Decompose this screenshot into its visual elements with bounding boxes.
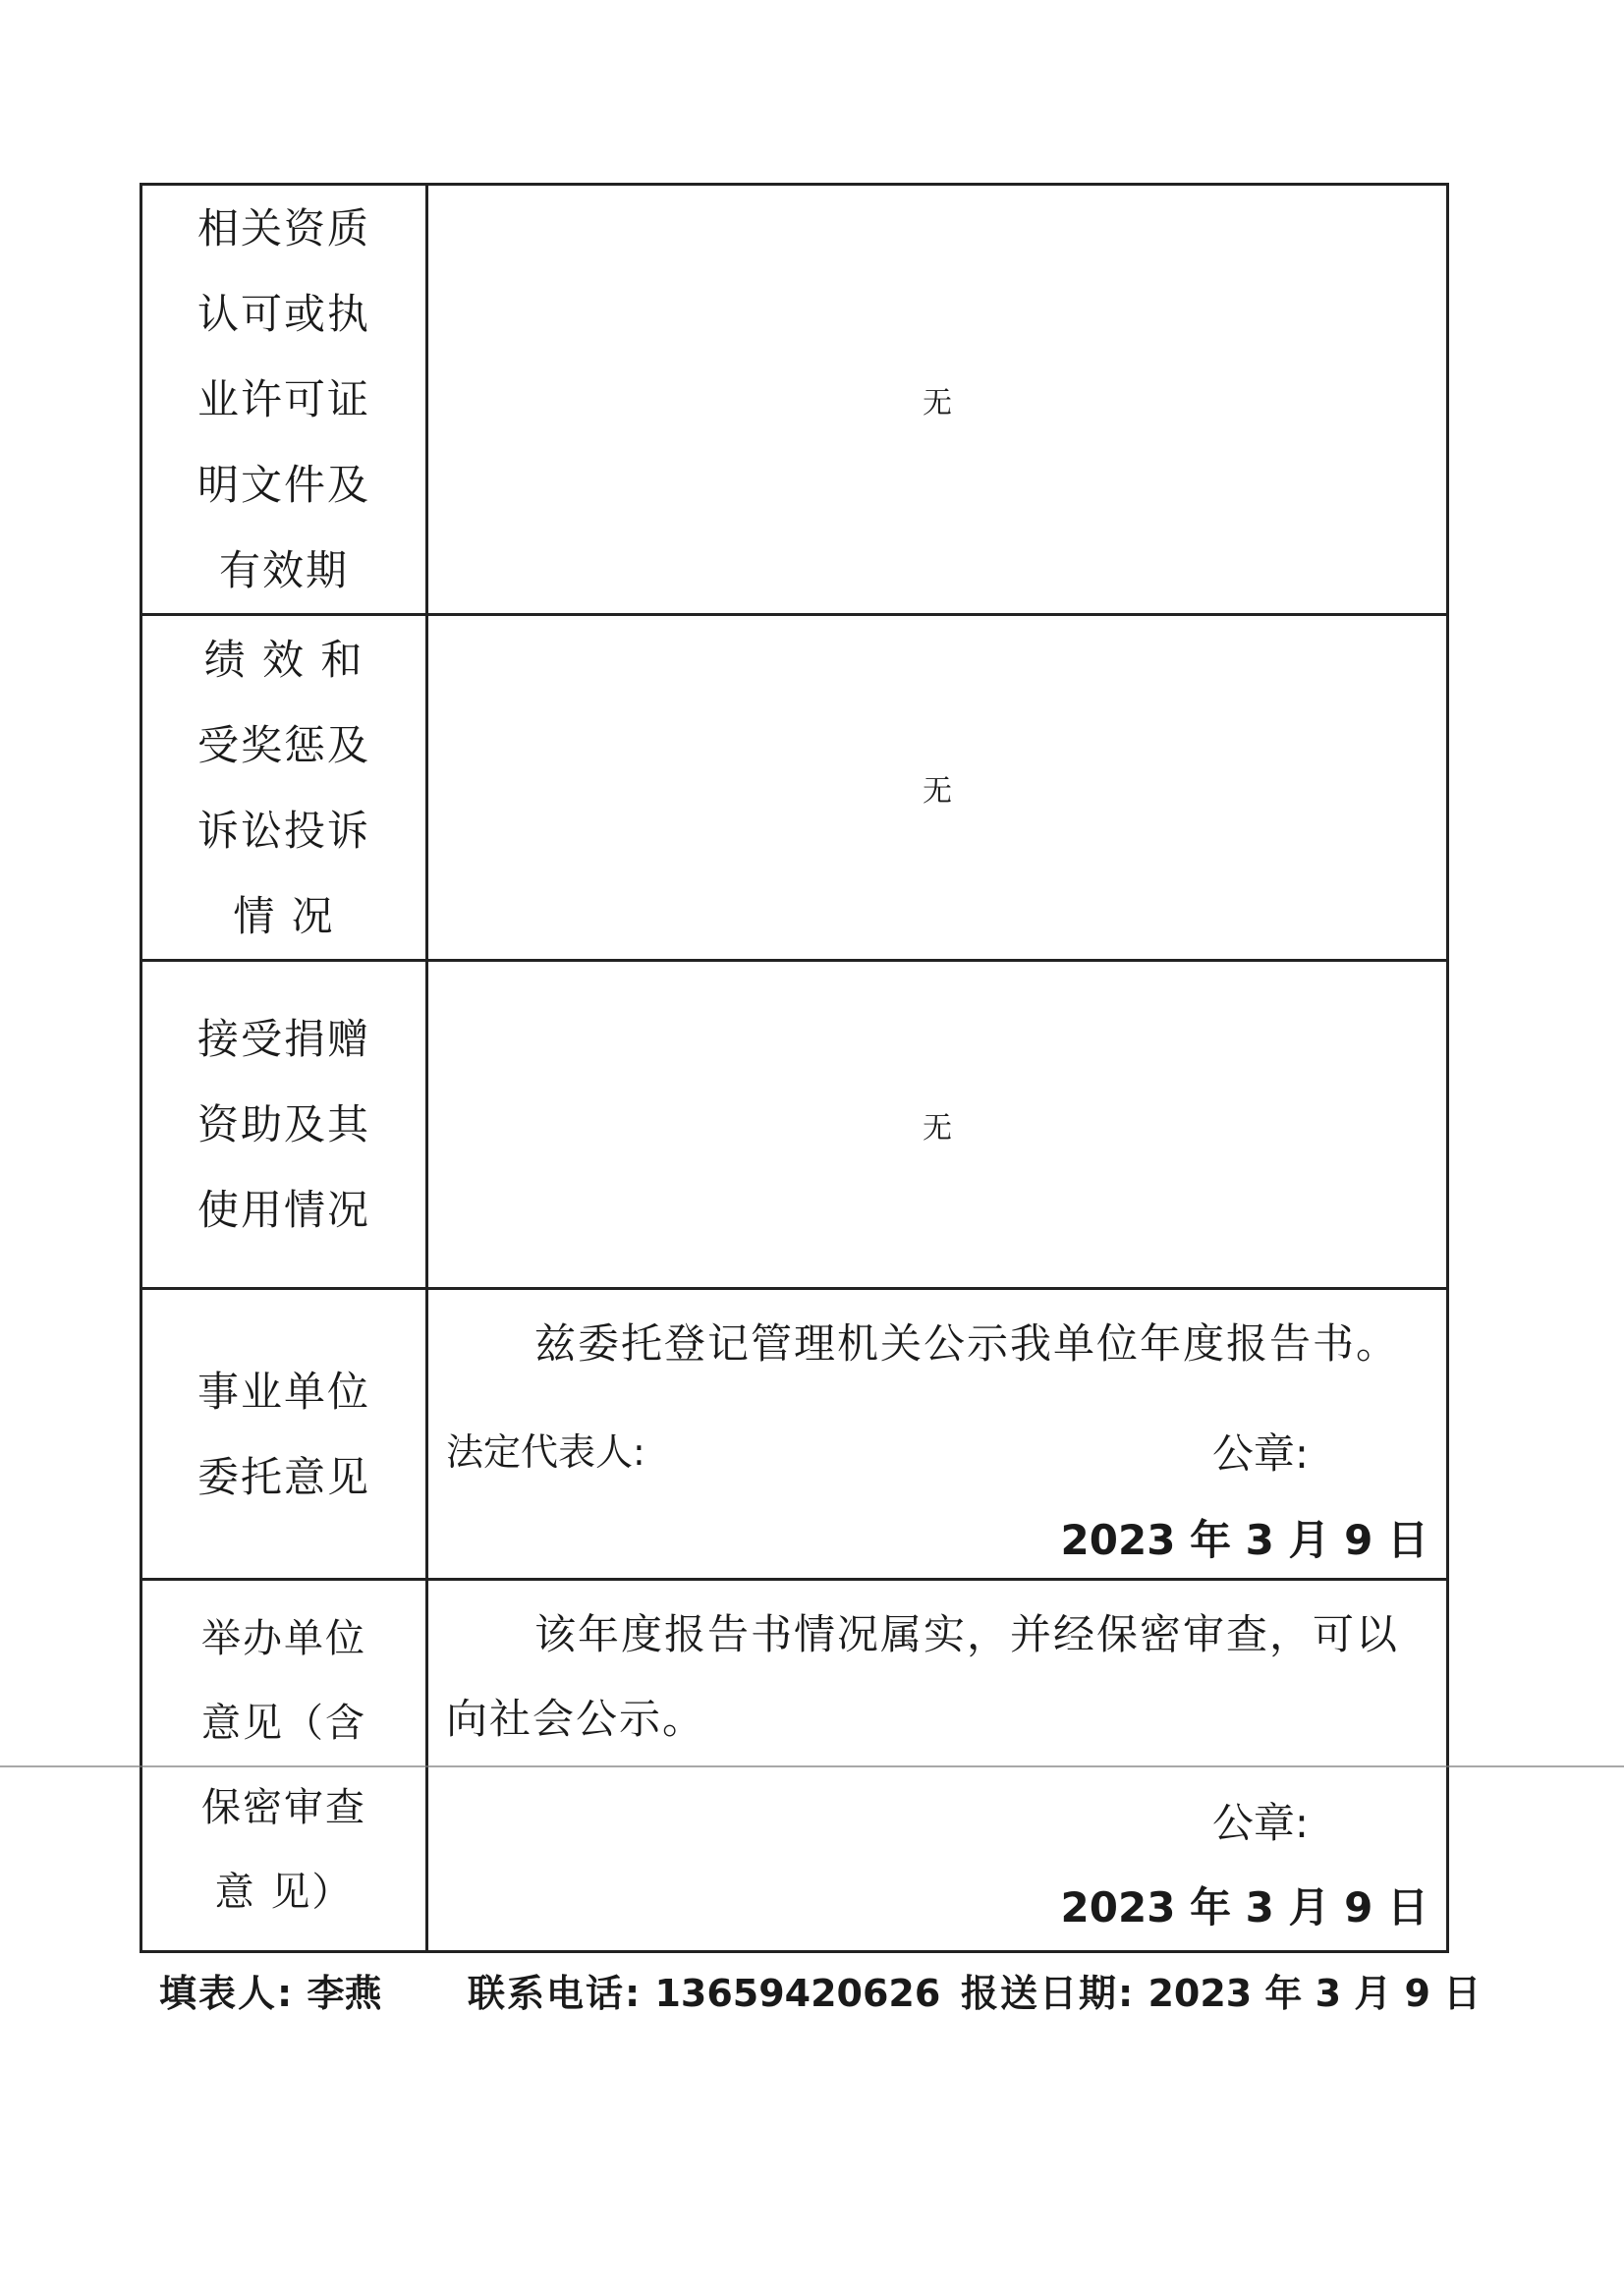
row-label-performance [141, 615, 427, 961]
sponsor-seal-label: 公章: [1211, 1799, 1309, 1847]
label-line: 认可或执 [196, 290, 370, 338]
row-value-qualifications: 无 [427, 185, 1448, 615]
scan-artifact-line [0, 1765, 1624, 1767]
entrust-seal-label: 公章: [1211, 1429, 1309, 1478]
row-value-donations: 无 [427, 961, 1448, 1289]
phone-value: 13659420626 [654, 1972, 941, 2015]
label-line: 委托意见 [196, 1452, 370, 1501]
entrust-statement: 兹委托登记管理机关公示我单位年度报告书。 [534, 1319, 1400, 1368]
row-label-donations [141, 961, 427, 1289]
label-line: 绩 效 和 [203, 635, 364, 684]
submit-date-label: 报送日期: [961, 1972, 1136, 2015]
label-line: 意 见） [214, 1870, 354, 1915]
report-footer [159, 1963, 1482, 2018]
label-line: 相关资质 [196, 204, 370, 252]
label-line: 情 况 [233, 891, 335, 940]
label-line: 有效期 [218, 546, 349, 594]
filler-label: 填表人: [159, 1972, 295, 2015]
legal-representative-label: 法定代表人: [446, 1430, 645, 1474]
phone-label: 联系电话: [468, 1972, 643, 2015]
annual-report-table [140, 183, 1449, 1953]
row-label-qualifications [141, 185, 427, 615]
label-line: 意见（含 [201, 1701, 366, 1746]
label-line: 受奖惩及 [196, 720, 370, 769]
sponsor-statement: 该年度报告书情况属实，并经保密审查，可以向社会公示。 [446, 1610, 1400, 1743]
label-line: 接受捐赠 [196, 1015, 370, 1063]
label-line: 诉讼投诉 [196, 806, 370, 855]
filler-name: 李燕 [307, 1972, 382, 2015]
table-row-qualifications [141, 185, 1448, 615]
label-line: 事业单位 [196, 1367, 370, 1416]
table-row-performance [141, 615, 1448, 961]
entrust-date: 2023 年 3 月 9 日 [1060, 1516, 1428, 1564]
sponsor-date: 2023 年 3 月 9 日 [1060, 1883, 1428, 1931]
label-line: 资助及其 [196, 1100, 370, 1148]
filler-info [159, 1963, 381, 2017]
label-line: 明文件及 [196, 461, 370, 509]
label-line: 保密审查 [201, 1785, 366, 1830]
label-line: 使用情况 [196, 1186, 370, 1234]
phone-info [468, 1963, 940, 2017]
table-row-entrust-opinion [141, 1289, 1448, 1580]
table-row-donations [141, 961, 1448, 1289]
entrust-opinion [428, 1290, 1446, 1578]
submit-date-info [961, 1963, 1481, 2017]
submit-date-value: 2023 年 3 月 9 日 [1148, 1972, 1482, 2015]
row-value-performance: 无 [427, 615, 1448, 961]
row-label-entrust [141, 1289, 427, 1580]
label-line: 业许可证 [196, 375, 370, 423]
entrust-opinion-cell [427, 1289, 1448, 1580]
label-line: 举办单位 [201, 1616, 366, 1661]
